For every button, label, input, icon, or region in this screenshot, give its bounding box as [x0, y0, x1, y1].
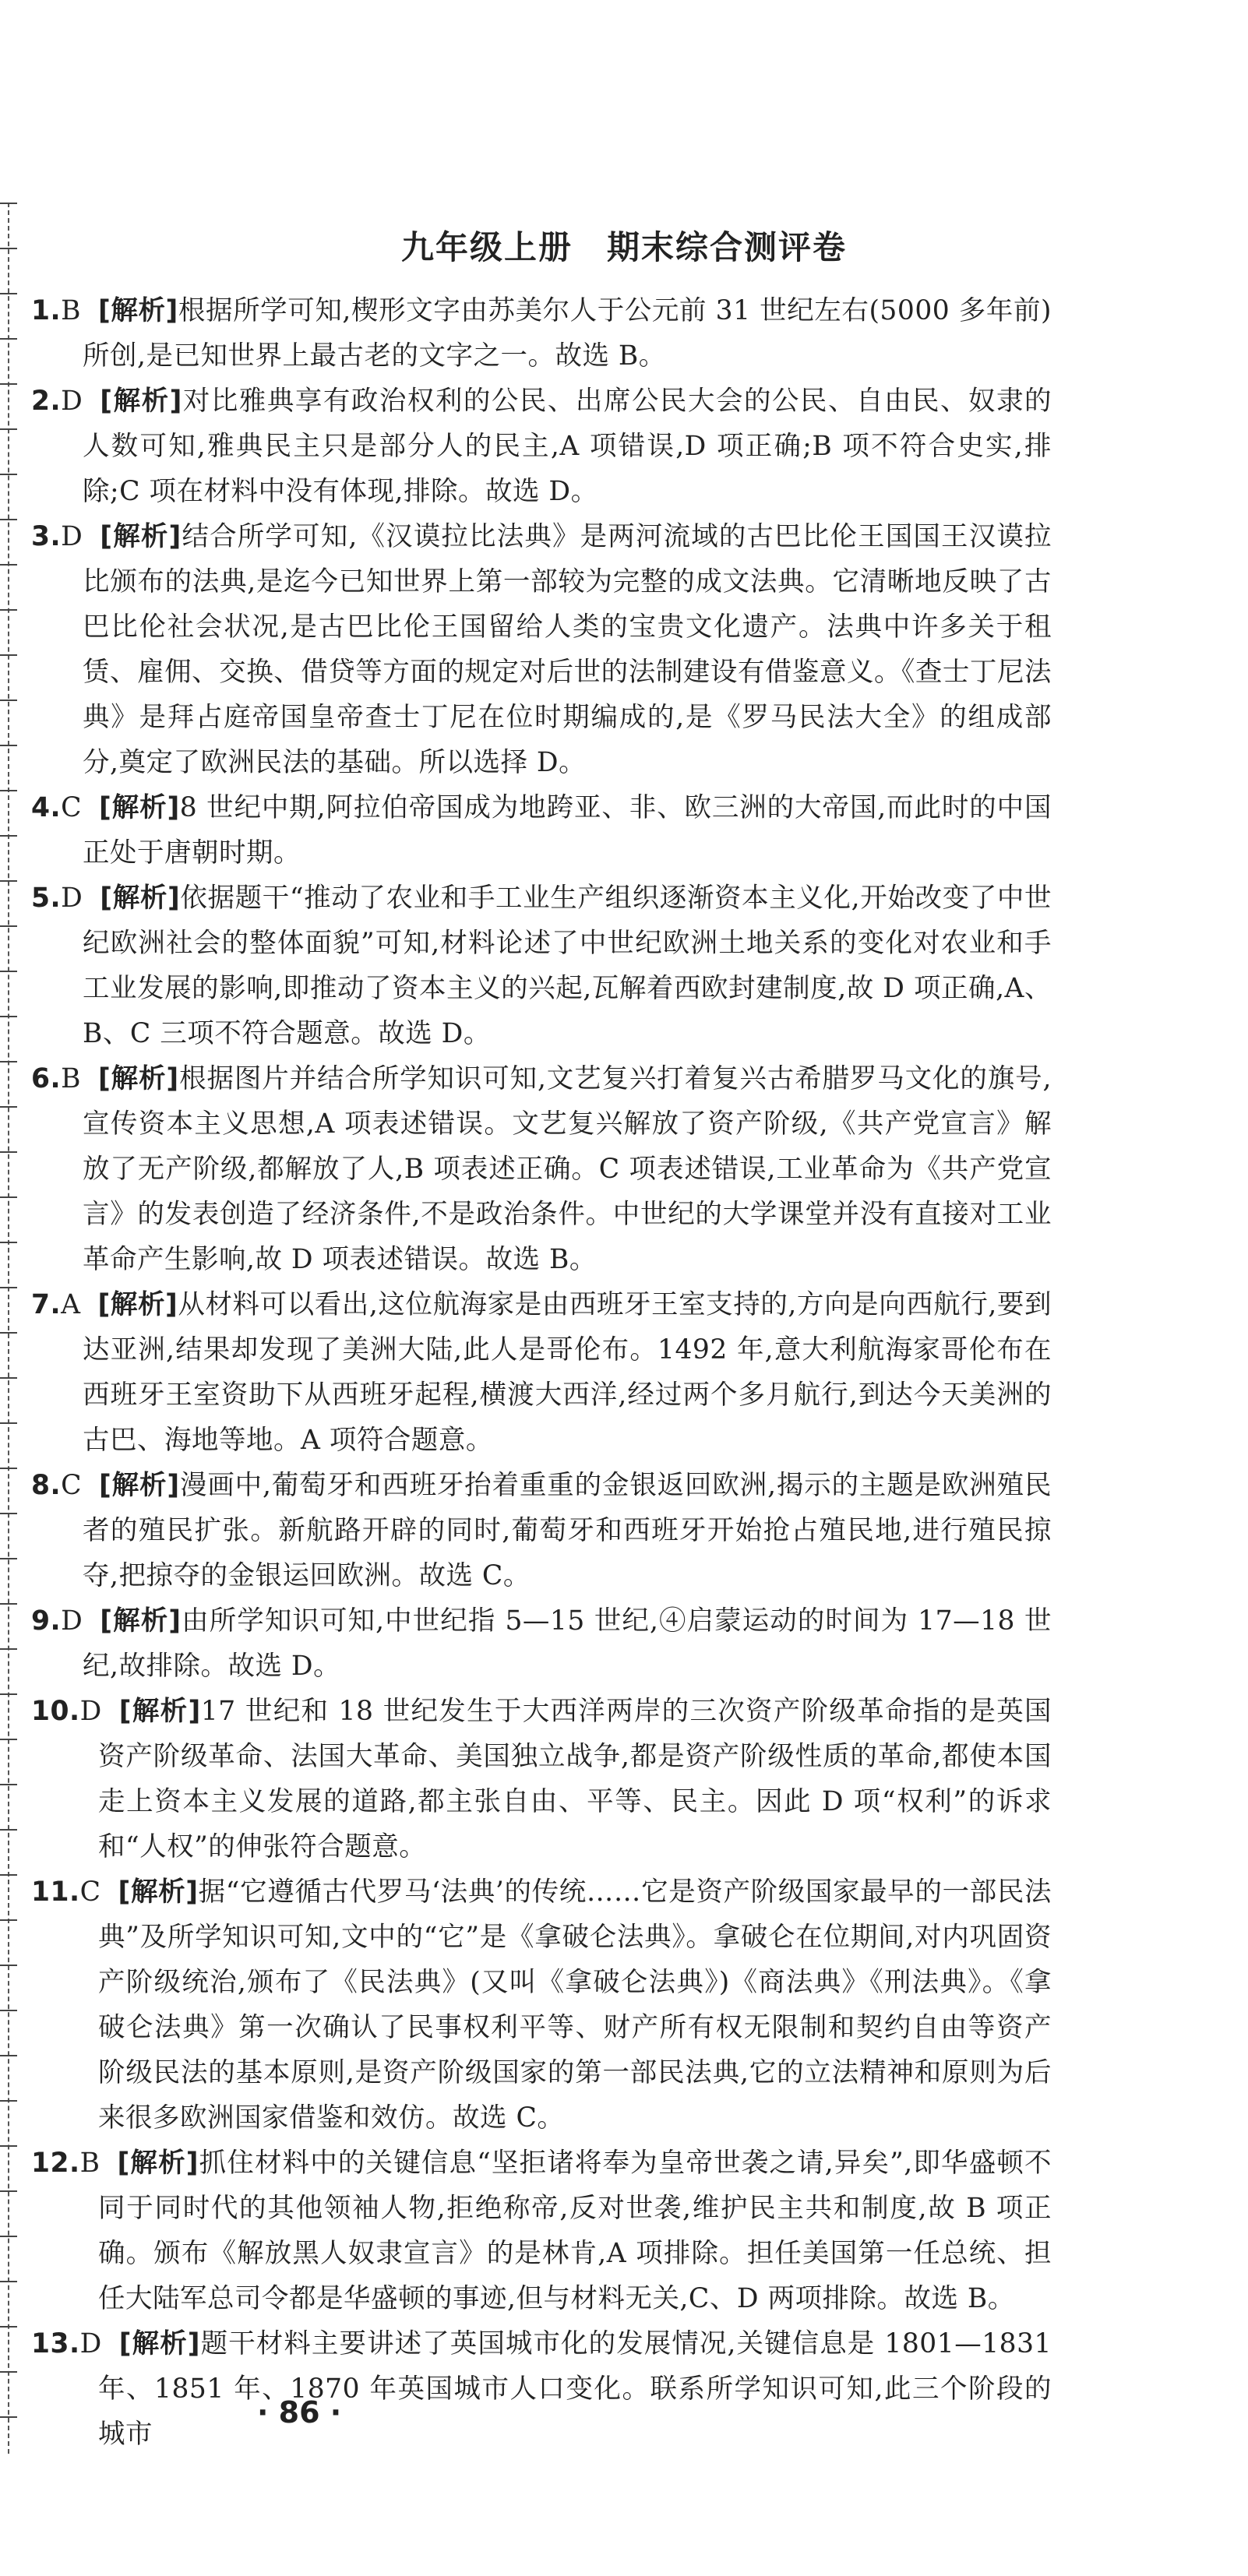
page-number: · 86 ·: [257, 2395, 342, 2430]
answer-letter: A: [61, 1289, 81, 1320]
answer-text: 题干材料主要讲述了英国城市化的发展情况,关键信息是 1801—1831 年、1851 年、1870 年英国城市人口变化。联系所学知识可知,此三个阶段的城市: [98, 2328, 1052, 2450]
analysis-tag: [ 解析 ]: [118, 1876, 199, 1908]
analysis-tag: [ 解析 ]: [100, 521, 182, 552]
answer-item-1: [31, 288, 1052, 379]
question-number: 2.: [31, 386, 62, 417]
answer-text: 17 世纪和 18 世纪发生于大西洋两岸的三次资产阶级革命指的是英国资产阶级革命、法国大革命、美国独立战争,都是资产阶级性质的革命,都使本国走上资本主义发展的道路,都主张自由、平等、民主。因此 D 项“权利”的诉求和“人权”的伸张符合题意。: [98, 1696, 1052, 1862]
answer-item-13: [31, 2321, 1052, 2457]
answer-text: 漫画中,葡萄牙和西班牙抬着重重的金银返回欧洲,揭示的主题是欧洲殖民者的殖民扩张。新航路开辟的同时,葡萄牙和西班牙开始抢占殖民地,进行殖民掠夺,把掠夺的金银运回欧洲。故选 C。: [83, 1470, 1052, 1591]
question-number: 7.: [31, 1289, 62, 1320]
answer-item-8: [31, 1463, 1052, 1598]
analysis-tag: [ 解析 ]: [99, 792, 180, 823]
page-title: 九年级上册 期末综合测评卷: [400, 228, 847, 266]
question-number: 6.: [31, 1063, 62, 1094]
answer-text: 对比雅典享有政治权利的公民、出席公民大会的公民、自由民、奴隶的人数可知,雅典民主只是部分人的民主,A 项错误,D 项正确;B 项不符合史实,排除;C 项在材料中没有体现,排除。故选 D。: [83, 386, 1052, 507]
binding-ticks: [0, 203, 17, 2454]
question-number: 11.: [31, 1876, 80, 1908]
answer-text: 根据所学可知,楔形文字由苏美尔人于公元前 31 世纪左右(5000 多年前)所创,是已知世界上最古老的文字之一。故选 B。: [83, 295, 1052, 372]
analysis-tag: [ 解析 ]: [99, 1470, 180, 1501]
question-number: 1.: [31, 295, 62, 326]
analysis-tag: [ 解析 ]: [119, 2328, 200, 2359]
question-number: 4.: [31, 792, 62, 823]
analysis-tag: [ 解析 ]: [100, 386, 182, 417]
answer-letter: D: [61, 883, 83, 914]
answer-letter: B: [61, 1063, 81, 1094]
answer-item-10: [31, 1689, 1052, 1869]
analysis-tag: [ 解析 ]: [100, 1605, 181, 1637]
question-number: 10.: [31, 1696, 80, 1727]
analysis-tag: [ 解析 ]: [100, 883, 180, 914]
answer-letter: D: [61, 521, 83, 552]
analysis-tag: [ 解析 ]: [119, 1696, 201, 1727]
analysis-tag: [ 解析 ]: [98, 295, 178, 326]
answer-letter: D: [79, 1696, 102, 1727]
analysis-tag: [ 解析 ]: [98, 1063, 179, 1094]
answer-letter: D: [61, 386, 83, 417]
answer-item-12: [31, 2141, 1052, 2321]
answer-text: 8 世纪中期,阿拉伯帝国成为地跨亚、非、欧三洲的大帝国,而此时的中国正处于唐朝时期。: [83, 792, 1052, 869]
answer-letter: D: [61, 1605, 83, 1637]
question-number: 5.: [31, 883, 62, 914]
answer-item-6: [31, 1056, 1052, 1282]
question-number: 12.: [31, 2148, 80, 2179]
answer-text: 据“它遵循古代罗马‘法典’的传统……它是资产阶级国家最早的一部民法典”及所学知识可知,文中的“它”是《拿破仑法典》。拿破仑在位期间,对内巩固资产阶级统治,颁布了《民法典》(又叫《拿破仑法典》)《商法典》《刑法典》。《拿破仑法典》第一次确认了民事权利平等、财产所有权无限制和契约自由等资产阶级民法的基本原则,是资产阶级国家的第一部民法典,它的立法精神和原则为后来很多欧洲国家借鉴和效仿。故选 C。: [98, 1876, 1052, 2134]
answer-letter: C: [61, 792, 83, 823]
answer-letter: B: [61, 295, 81, 326]
analysis-tag: [ 解析 ]: [98, 1289, 178, 1320]
answer-text: 结合所学可知,《汉谟拉比法典》是两河流域的古巴比伦王国国王汉谟拉比颁布的法典,是迄今已知世界上第一部较为完整的成文法典。它清晰地反映了古巴比伦社会状况,是古巴比伦王国留给人类的宝贵文化遗产。法典中许多关于租赁、雇佣、交换、借贷等方面的规定对后世的法制建设有借鉴意义。《查士丁尼法典》是拜占庭帝国皇帝查士丁尼在位时期编成的,是《罗马民法大全》的组成部分,奠定了欧洲民法的基础。所以选择 D。: [83, 521, 1052, 778]
analysis-tag: [ 解析 ]: [117, 2148, 199, 2179]
answer-letter: C: [61, 1470, 83, 1501]
question-number: 8.: [31, 1470, 62, 1501]
answer-item-7: [31, 1282, 1052, 1463]
answer-text: 从材料可以看出,这位航海家是由西班牙王室支持的,方向是向西航行,要到达亚洲,结果却发现了美洲大陆,此人是哥伦布。1492 年,意大利航海家哥伦布在西班牙王室资助下从西班牙起程,横渡大西洋,经过两个多月航行,到达今天美洲的古巴、海地等地。A 项符合题意。: [83, 1289, 1052, 1456]
answer-list: [31, 288, 1052, 2457]
question-number: 13.: [31, 2328, 80, 2359]
answer-item-11: [31, 1869, 1052, 2141]
answer-item-9: [31, 1598, 1052, 1689]
answer-item-3: [31, 514, 1052, 785]
question-number: 9.: [31, 1605, 62, 1637]
answer-item-4: [31, 785, 1052, 876]
answer-letter: B: [79, 2148, 100, 2179]
answer-text: 抓住材料中的关键信息“坚拒诸将奉为皇帝世袭之请,异矣”,即华盛顿不同于同时代的其他领袖人物,拒绝称帝,反对世袭,维护民主共和制度,故 B 项正确。颁布《解放黑人奴隶宣言》的是林肯,A 项排除。担任美国第一任总统、担任大陆军总司令都是华盛顿的事迹,但与材料无关,C、D 两项排除。故选 B。: [98, 2148, 1052, 2314]
answer-item-5: [31, 876, 1052, 1056]
answer-item-2: [31, 379, 1052, 514]
answer-text: 由所学知识可知,中世纪指 5—15 世纪,④启蒙运动的时间为 17—18 世纪,故排除。故选 D。: [83, 1605, 1052, 1682]
answer-letter: D: [79, 2328, 102, 2359]
answer-text: 根据图片并结合所学知识可知,文艺复兴打着复兴古希腊罗马文化的旗号,宣传资本主义思想,A 项表述错误。文艺复兴解放了资产阶级,《共产党宣言》解放了无产阶级,都解放了人,B 项表述正确。C 项表述错误,工业革命为《共产党宣言》的发表创造了经济条件,不是政治条件。中世纪的大学课堂并没有直接对工业革命产生影响,故 D 项表述错误。故选 B。: [83, 1063, 1052, 1275]
answer-text: 依据题干“推动了农业和手工业生产组织逐渐资本主义化,开始改变了中世纪欧洲社会的整体面貌”可知,材料论述了中世纪欧洲土地关系的变化对农业和手工业发展的影响,即推动了资本主义的兴起,瓦解着西欧封建制度,故 D 项正确,A、B、C 三项不符合题意。故选 D。: [83, 883, 1052, 1049]
answer-letter: C: [79, 1876, 101, 1908]
question-number: 3.: [31, 521, 62, 552]
